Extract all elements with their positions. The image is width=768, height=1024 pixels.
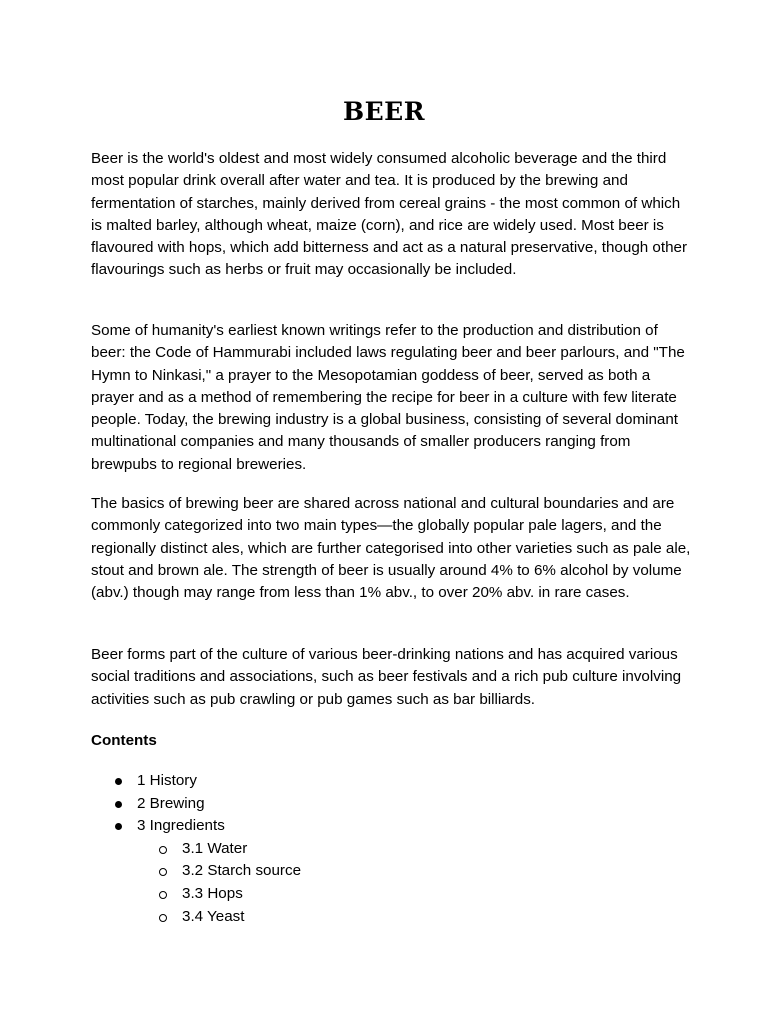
paragraph-intro: Beer is the world's oldest and most widely consumed alcoholic beverage and the third most popular drink overall after water and tea. It is produced by the brewing and fermentation of starches, mainly derived from cereal grains - the most common of which is malted barley, although wheat, maize (corn), and rice are widely used. Most beer is flavoured with hops, which add bitterness and act as a natural preservative, though other flavourings such as herbs or fruit may occasionally be included. [91,150,688,279]
toc-subitem-label: 3.2 Starch source [182,862,302,880]
hollow-bullet-icon [159,846,167,854]
toc-item-label: 3 Ingredients [137,817,225,835]
toc-item-label: 1 History [137,772,197,789]
hollow-bullet-icon [159,914,167,922]
toc-subitem [0,838,768,861]
hollow-bullet-icon [159,868,167,876]
filled-bullet-icon [115,801,122,808]
toc-subitem [0,883,768,906]
toc-item-label: 2 Brewing [137,794,205,812]
filled-bullet-icon [115,823,122,830]
toc-subitem [0,860,768,883]
paragraph-history: Some of humanity's earliest known writings refer to the production and distribution of beer: the Code of Hammurabi included laws regulating beer and beer parlours, and "The Hymn to Ninkasi," a prayer to the Mesopotamian goddess of beer, served as both a prayer and as a method of remembering the recipe for beer in a culture with few literate people. Today, the brewing industry is a global business, consisting of several dominant multinational companies and many thousands of smaller producers ranging from brewpubs to regional breweries. [91,322,685,473]
toc-item [0,770,768,793]
contents-heading: Contents [91,732,157,749]
toc-item [0,793,768,816]
filled-bullet-icon [115,778,122,785]
paragraph-brewing-basics: The basics of brewing beer are shared across national and cultural boundaries and are commonly categorized into two main types—the globally popular pale lagers, and the regionally distinct ales, which are further categorised into other varieties such as pale ale, stout and brown ale. The strength of beer is usually around 4% to 6% alcohol by volume (abv.) though may range from less than 1% abv., to over 20% abv. in rare cases. [91,495,691,602]
hollow-bullet-icon [159,891,167,899]
toc-subitem-label: 3.4 Yeast [182,907,245,925]
toc-subitem [0,906,768,929]
toc-subitem-label: 3.1 Water [182,839,248,857]
paragraph-culture: Beer forms part of the culture of various beer-drinking nations and has acquired various social traditions and associations, such as beer festivals and a rich pub culture involving activities such as pub crawling or pub games such as bar billiards. [91,646,682,708]
toc-item [0,815,768,838]
page-title: BEER [342,97,426,126]
table-of-contents [0,770,768,928]
toc-subitem-label: 3.3 Hops [182,884,243,902]
